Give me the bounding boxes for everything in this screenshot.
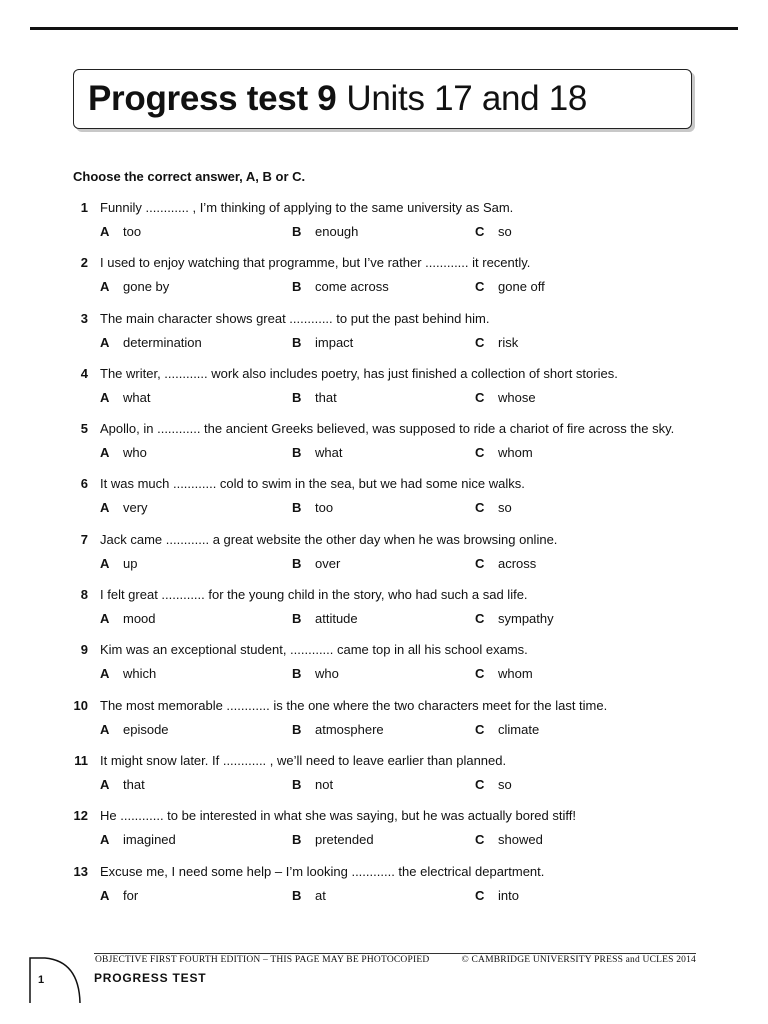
option-c[interactable] <box>475 279 545 294</box>
question-text: Apollo, in ............ the ancient Greeks believed, was supposed to ride a chariot of fire across the sky. <box>100 421 675 437</box>
question-item <box>0 587 768 642</box>
option-a[interactable] <box>100 722 169 737</box>
option-text: across <box>498 555 537 571</box>
option-text: so <box>498 224 512 239</box>
page-corner-tab <box>29 957 81 1003</box>
option-text: for <box>123 887 139 903</box>
option-text: that <box>123 776 145 792</box>
option-text: into <box>498 887 519 903</box>
option-text: which <box>123 666 157 682</box>
option-c[interactable] <box>475 888 519 903</box>
option-letter: C <box>475 445 485 461</box>
question-item <box>0 255 768 310</box>
option-letter: A <box>100 224 110 239</box>
question-number: 8 <box>80 587 88 603</box>
question-text: He ............ to be interested in what she was saying, but he was actually bored stiff! <box>100 808 576 824</box>
option-text: impact <box>315 334 354 350</box>
option-b[interactable] <box>292 556 340 571</box>
question-text: Funnily ............ , I’m thinking of applying to the same university as Sam. <box>100 200 514 215</box>
option-text: pretended <box>315 832 374 848</box>
option-a[interactable] <box>100 500 148 515</box>
option-text: whom <box>498 445 533 461</box>
option-letter: C <box>475 334 485 350</box>
question-text: The writer, ............ work also includes poetry, has just finished a collection of short stories. <box>100 365 618 381</box>
question-number: 6 <box>80 476 88 492</box>
footer-rule <box>94 953 696 954</box>
option-text: gone by <box>123 279 170 295</box>
question-item <box>0 421 768 476</box>
option-c[interactable] <box>475 777 512 792</box>
option-text: what <box>123 389 151 405</box>
option-b[interactable] <box>292 279 389 294</box>
option-letter: A <box>100 611 110 627</box>
option-text: imagined <box>123 832 176 848</box>
option-letter: C <box>475 389 485 405</box>
option-text: who <box>315 666 339 682</box>
option-text: atmosphere <box>315 721 384 737</box>
option-b[interactable] <box>292 445 342 460</box>
option-c[interactable] <box>475 224 512 239</box>
question-item <box>0 366 768 421</box>
question-number: 2 <box>80 255 88 271</box>
option-c[interactable] <box>475 666 533 681</box>
option-b[interactable] <box>292 888 326 903</box>
instruction: Choose the correct answer, A, B or C. <box>73 169 306 184</box>
option-letter: B <box>292 611 302 627</box>
question-text: Excuse me, I need some help – I’m looking ............ the electrical department. <box>100 863 545 879</box>
question-number: 1 <box>80 200 88 215</box>
page-number: 1 <box>38 974 45 986</box>
question-item <box>0 864 768 919</box>
option-letter: A <box>100 721 110 737</box>
option-b[interactable] <box>292 777 333 792</box>
option-text: risk <box>498 334 519 350</box>
option-text: gone off <box>498 279 545 295</box>
option-a[interactable] <box>100 832 176 847</box>
option-letter: C <box>475 500 485 516</box>
option-letter: C <box>475 279 485 295</box>
option-a[interactable] <box>100 666 156 681</box>
question-number: 10 <box>73 697 88 713</box>
option-letter: C <box>475 666 485 682</box>
option-c[interactable] <box>475 832 543 847</box>
option-c[interactable] <box>475 390 536 405</box>
question-item <box>0 753 768 808</box>
option-c[interactable] <box>475 556 536 571</box>
option-text: up <box>123 555 138 571</box>
option-a[interactable] <box>100 279 169 294</box>
question-text: The main character shows great ............ to put the past behind him. <box>100 310 490 326</box>
option-c[interactable] <box>475 335 518 350</box>
option-letter: C <box>475 721 485 737</box>
option-letter: C <box>475 887 485 903</box>
option-letter: C <box>475 611 485 627</box>
option-letter: B <box>292 279 302 295</box>
footer-photocopy-note: OBJECTIVE FIRST FOURTH EDITION – THIS PAGE MAY BE PHOTOCOPIED <box>95 955 430 965</box>
option-letter: B <box>292 500 302 516</box>
option-a[interactable] <box>100 888 138 903</box>
option-c[interactable] <box>475 445 533 460</box>
option-a[interactable] <box>100 390 150 405</box>
question-text: It might snow later. If ............ , we’ll need to leave earlier than planned. <box>100 752 507 768</box>
option-a[interactable] <box>100 777 145 792</box>
option-text: very <box>123 500 148 516</box>
option-text: whose <box>498 389 536 405</box>
question-text: Jack came ............ a great website the other day when he was browsing online. <box>100 531 558 547</box>
option-letter: A <box>100 334 110 350</box>
option-letter: A <box>100 832 110 848</box>
option-letter: C <box>475 832 485 848</box>
option-letter: B <box>292 334 302 350</box>
option-b[interactable] <box>292 500 333 515</box>
option-letter: C <box>475 555 485 571</box>
option-c[interactable] <box>475 611 554 626</box>
question-item <box>0 642 768 697</box>
option-text: what <box>315 445 343 461</box>
question-number: 13 <box>73 863 88 879</box>
question-text: I felt great ............ for the young child in the story, who had such a sad life. <box>100 587 528 603</box>
option-text: enough <box>315 224 359 239</box>
option-text: so <box>498 500 512 516</box>
option-letter: B <box>292 389 302 405</box>
option-text: not <box>315 776 334 792</box>
option-letter: B <box>292 776 302 792</box>
page-subtitle: Units 17 and 18 <box>346 79 588 118</box>
option-letter: A <box>100 389 110 405</box>
option-text: over <box>315 555 341 571</box>
question-number: 9 <box>80 642 88 658</box>
option-text: so <box>498 776 512 792</box>
question-number: 12 <box>73 808 88 824</box>
option-b[interactable] <box>292 722 384 737</box>
footer-copyright: © CAMBRIDGE UNIVERSITY PRESS and UCLES 2014 <box>461 955 696 965</box>
option-letter: A <box>100 776 110 792</box>
question-item <box>0 200 768 255</box>
option-a[interactable] <box>100 224 141 239</box>
option-letter: B <box>292 832 302 848</box>
option-b[interactable] <box>292 335 353 350</box>
option-b[interactable] <box>292 611 358 626</box>
option-letter: A <box>100 666 110 682</box>
option-letter: B <box>292 887 302 903</box>
option-text: mood <box>123 611 156 627</box>
option-letter: A <box>100 279 110 295</box>
option-text: that <box>315 389 337 405</box>
option-text: too <box>123 224 142 239</box>
footer-label: PROGRESS TEST <box>94 971 207 985</box>
question-item <box>0 476 768 531</box>
title-box <box>73 69 692 129</box>
option-text: sympathy <box>498 611 554 627</box>
option-letter: A <box>100 555 110 571</box>
option-letter: B <box>292 721 302 737</box>
page-title: Progress test 9 <box>88 79 337 118</box>
option-text: at <box>315 887 326 903</box>
question-number: 4 <box>80 365 88 381</box>
option-text: climate <box>498 721 540 737</box>
question-text: I used to enjoy watching that programme, but I’ve rather ............ it recently. <box>100 255 531 271</box>
option-text: determination <box>123 334 202 350</box>
option-letter: B <box>292 666 302 682</box>
question-text: The most memorable ............ is the one where the two characters meet for the last time. <box>100 697 608 713</box>
question-number: 5 <box>80 421 88 437</box>
question-number: 7 <box>80 531 88 547</box>
question-number: 11 <box>74 752 88 768</box>
question-item <box>0 532 768 587</box>
option-text: episode <box>123 721 169 737</box>
option-b[interactable] <box>292 390 337 405</box>
option-letter: A <box>100 445 110 461</box>
option-letter: B <box>292 224 302 239</box>
option-c[interactable] <box>475 722 539 737</box>
option-c[interactable] <box>475 500 512 515</box>
option-b[interactable] <box>292 666 339 681</box>
question-item <box>0 808 768 863</box>
option-text: attitude <box>315 611 358 627</box>
option-text: too <box>315 500 334 516</box>
question-text: It was much ............ cold to swim in the sea, but we had some nice walks. <box>100 476 525 492</box>
option-text: who <box>123 445 147 461</box>
option-text: showed <box>498 832 543 848</box>
question-item <box>0 311 768 366</box>
option-letter: B <box>292 445 302 461</box>
option-b[interactable] <box>292 832 374 847</box>
option-letter: C <box>475 776 485 792</box>
question-number: 3 <box>80 310 88 326</box>
option-a[interactable] <box>100 445 147 460</box>
option-letter: B <box>292 555 302 571</box>
option-b[interactable] <box>292 224 358 239</box>
option-a[interactable] <box>100 335 202 350</box>
option-text: whom <box>498 666 533 682</box>
question-item <box>0 698 768 753</box>
question-list <box>0 200 768 919</box>
question-text: Kim was an exceptional student, ............ came top in all his school exams. <box>100 642 528 658</box>
option-a[interactable] <box>100 556 137 571</box>
option-letter: C <box>475 224 485 239</box>
option-a[interactable] <box>100 611 156 626</box>
option-letter: A <box>100 887 110 903</box>
option-text: come across <box>315 279 389 295</box>
option-letter: A <box>100 500 110 516</box>
top-rule <box>30 27 738 30</box>
